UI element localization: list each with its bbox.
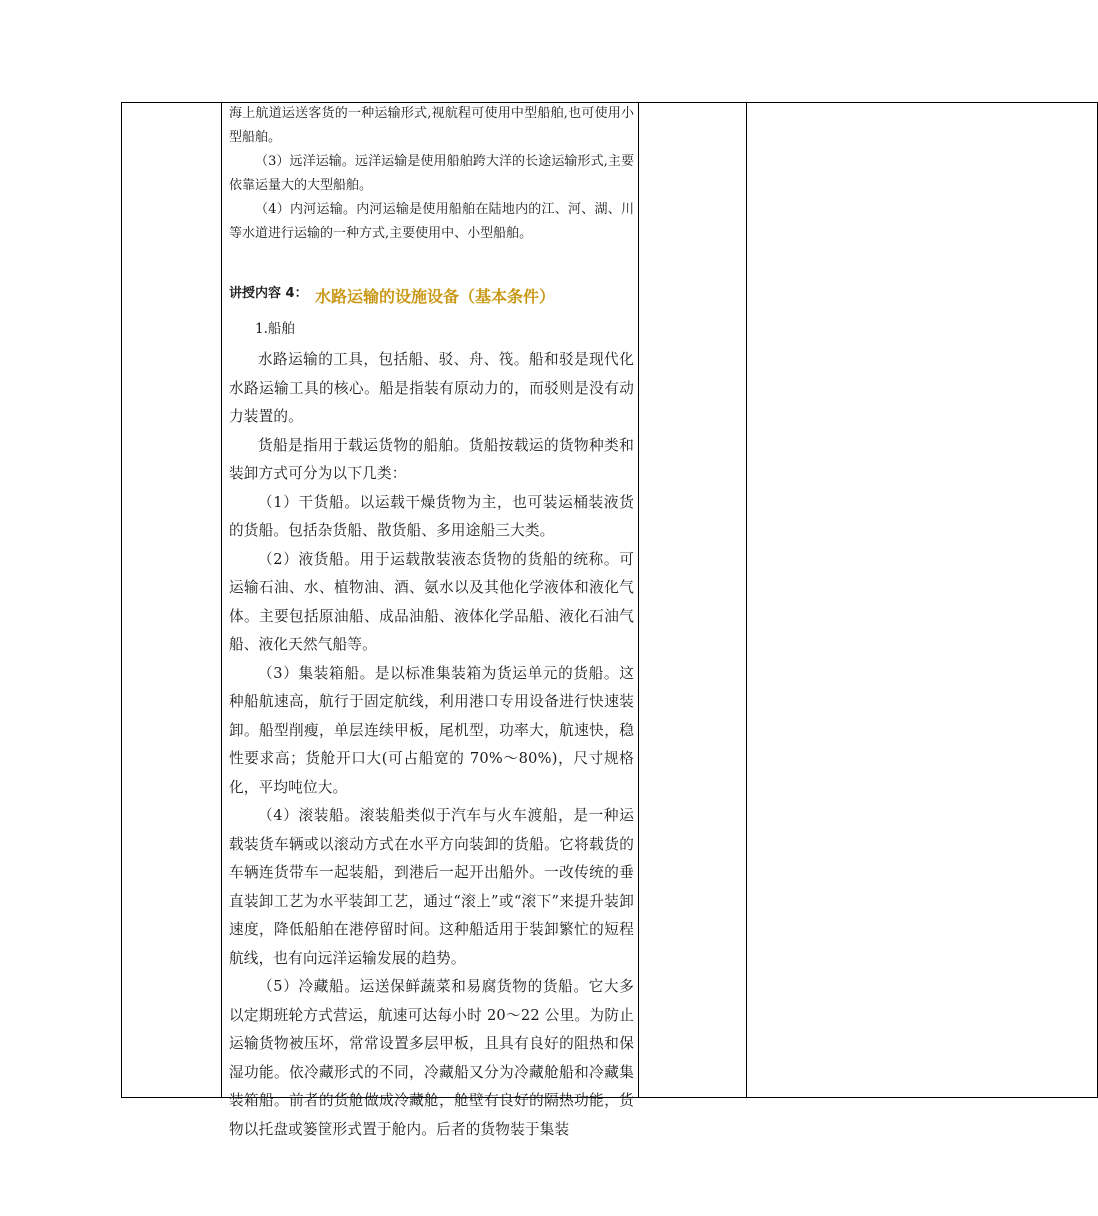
paragraph-roro-ship: （4）滚装船。滚装船类似于汽车与火车渡船，是一种运载装货车辆或以滚动方式在水平方向装卸的货船。它将载货的车辆连货带车一起装船，到港后一起开出船外。一改传统的垂直装卸工艺为水平装卸工艺，通过“滚上”或“滚下”来提升装卸速度，降低船舶在港停留时间。这种船适用于装卸繁忙的短程航线，也有向远洋运输发展的趋势。	[229, 807, 634, 967]
lesson-content-cell	[229, 102, 634, 1138]
column-divider-1	[221, 102, 222, 1098]
paragraph-tools: 水路运输的工具，包括船、驳、舟、筏。船和驳是现代化水路运输工具的核心。船是指装有原动力的，而驳则是没有动力装置的。	[229, 351, 634, 425]
intro-paragraph-continued: 海上航道运送客货的一种运输形式,视航程可使用中型船舶,也可使用小型船舶。	[229, 106, 634, 145]
section-label: 讲授内容 4：	[229, 286, 308, 301]
intro-paragraph-ocean: （3）远洋运输。远洋运输是使用船舶跨大洋的长途运输形式,主要依靠运量大的大型船舶。	[229, 154, 634, 193]
section-title: 水路运输的设施设备（基本条件）	[315, 287, 556, 306]
paragraph-reefer-ship: （5）冷藏船。运送保鲜蔬菜和易腐货物的货船。它大多以定期班轮方式营运，航速可达每小时 20～22 公里。为防止运输货物被压坏，常常设置多层甲板，且具有良好的阻热和保湿功能。依冷藏形式的不同，冷藏船又分为冷藏舱船和冷藏集装箱船。前者的货舱做成冷藏舱，舱壁有良好的隔热功能，货物以托盘或篓筐形式置于舱内。后者的货物装于集装	[229, 978, 634, 1138]
column-divider-3	[746, 102, 747, 1098]
paragraph-cargo-ship: 货船是指用于载运货物的船舶。货船按载运的货物种类和装卸方式可分为以下几类：	[229, 436, 634, 482]
intro-paragraph-inland: （4）内河运输。内河运输是使用船舶在陆地内的江、河、湖、川等水道进行运输的一种方式,主要使用中、小型船舶。	[229, 202, 634, 241]
item-heading: 1.船舶	[255, 321, 295, 337]
column-divider-2	[638, 102, 639, 1098]
paragraph-liquid-cargo: （2）液货船。用于运载散装液态货物的货船的统称。可运输石油、水、植物油、酒、氨水以及其他化学液体和液化气体。主要包括原油船、成品油船、液体化学品船、液化石油气船、液化天然气船等。	[229, 550, 634, 653]
paragraph-dry-cargo: （1）干货船。以运载干燥货物为主，也可装运桶装液货的货船。包括杂货船、散货船、多用途船三大类。	[229, 493, 634, 539]
section-heading	[229, 246, 634, 310]
paragraph-container-ship: （3）集装箱船。是以标准集装箱为货运单元的货船。这种船航速高，航行于固定航线，利用港口专用设备进行快速装卸。船型削瘦，单层连续甲板，尾机型，功率大，航速快，稳性要求高；货舱开口大(可占船宽的 70%～80%)，尺寸规格化，平均吨位大。	[229, 664, 634, 796]
table-left-border	[121, 102, 122, 1098]
